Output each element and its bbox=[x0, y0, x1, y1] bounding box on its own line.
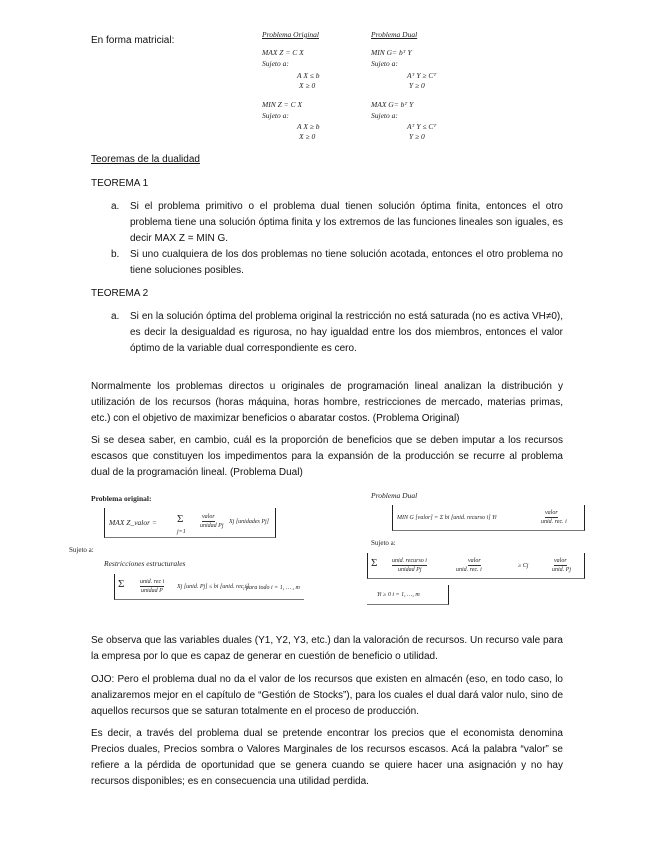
dual-subject-to: Sujeto a: bbox=[371, 539, 396, 547]
dual-constraint-2: Aᵀ Y ≤ Cᵀ bbox=[407, 122, 437, 131]
original-constraint-2: A X ≥ b bbox=[297, 122, 320, 131]
theorem-1-item-a: Si el problema primitivo o el problema dual tienen solución óptima finita, entonces el otro problema tiene una solución óptima finita y los extremos de las funciones lineales son iguales, es decir MAX Z = MIN G. bbox=[130, 201, 563, 244]
formula-original-objective bbox=[104, 508, 276, 538]
paragraph-ojo: OJO: Pero el problema dual no da el valor de los recursos que existen en almacén (eso, en todo caso, lo analizaremos mejor en el capítulo de “Gestión de Stocks”), para los cuales el dual dará valor nulo, sino de aquellos recursos que se saturan totalmente en el proceso de producción. bbox=[91, 674, 563, 717]
formula-dual-nonneg bbox=[367, 585, 449, 605]
dual-objective-2: MAX G= bᵀ Y bbox=[371, 100, 414, 109]
dual-subject-1: Sujeto a: bbox=[371, 59, 398, 68]
dual-subject-2: Sujeto a: bbox=[371, 111, 398, 120]
sum-symbol: Σ bbox=[177, 513, 184, 525]
variable-units: Xj [unidades Pj] bbox=[229, 519, 269, 525]
fraction-denominator: unidad P bbox=[141, 588, 163, 594]
ge-cj: ≥ Cj bbox=[518, 563, 529, 569]
original-nonneg-2: X ≥ 0 bbox=[299, 132, 316, 141]
original-subject-1: Sujeto a: bbox=[262, 59, 289, 68]
dual-objective-1: MIN G= bᵀ Y bbox=[371, 48, 412, 57]
fraction-denominator: unid. rec. i bbox=[541, 519, 567, 525]
formula-dual-objective bbox=[392, 505, 585, 531]
matrix-form-label: En forma matricial: bbox=[91, 35, 175, 46]
original-subject-2: Sujeto a: bbox=[262, 111, 289, 120]
fraction-denominator: unid. Pj bbox=[552, 567, 571, 573]
original-objective-2: MIN Z = C X bbox=[262, 100, 303, 109]
fraction-numerator: valor bbox=[545, 510, 558, 516]
theorem-2-item-a: Si en la solución óptima del problema original la restricción no está saturada (no es activa VH≠0), es decir la desigualdad es rigurosa, no hay igualdad entre los dos miembros, entonces el valor óptimo de la variable dual correspondiente es cero. bbox=[130, 311, 563, 354]
dual-constraint-1: Aᵀ Y ≥ Cᵀ bbox=[407, 71, 437, 80]
fraction-denominator: unidad Pj bbox=[398, 567, 422, 573]
fraction-numerator: unid. rec i bbox=[140, 579, 165, 585]
dual-problem-header: Problema Dual bbox=[371, 30, 418, 39]
fraction-numerator: valor bbox=[468, 558, 481, 564]
list-marker: a. bbox=[111, 311, 120, 322]
sum-symbol: Σ bbox=[118, 578, 125, 590]
list-marker: a. bbox=[111, 201, 120, 212]
paragraph-original-problem: Normalmente los problemas directos u originales de programación lineal analizan la distribución y utilización de los recursos (horas máquina, horas hombre, restricciones de mercado, materias primas, etc.) con el objetivo de maximizar beneficios o abaratar costos. (Problema Original) bbox=[91, 381, 563, 424]
formula-original-title: Problema original: bbox=[91, 494, 152, 503]
list-marker: b. bbox=[111, 249, 120, 260]
paragraph-shadow-prices: Es decir, a través del problema dual se pretende encontrar los precios que el economista denomina Precios duales, Precios sombra o Valores Marginales de los recursos escasos. Acá la palabra “valor” se refiere a la pérdida de oportunidad que se genera cuando se quiere hacer una asignación y no hay recursos disponibles; es en consecuencia una utilidad perdida. bbox=[91, 728, 563, 787]
fraction-numerator: valor bbox=[202, 514, 215, 520]
theorems-heading: Teoremas de la dualidad bbox=[91, 154, 200, 165]
fraction-denominator: unid. rec. i bbox=[456, 567, 482, 573]
original-objective-1: MAX Z = C X bbox=[262, 48, 304, 57]
objective-prefix: MAX Z_valor = bbox=[109, 518, 157, 527]
dual-objective-body: MIN G [valor] = Σ bi [unid. recurso i] Yi bbox=[397, 515, 497, 521]
theorem-1-title: TEOREMA 1 bbox=[91, 178, 149, 189]
for-all-i: , para todo i = 1, … , m bbox=[243, 585, 300, 591]
sum-symbol: Σ bbox=[371, 557, 378, 569]
original-nonneg-1: X ≥ 0 bbox=[299, 81, 316, 90]
fraction-numerator: unid. recurso i bbox=[392, 558, 427, 564]
formula-subject-to: Sujeto a: bbox=[69, 546, 94, 554]
formula-dual-constraint bbox=[367, 553, 585, 579]
theorem-2-title: TEOREMA 2 bbox=[91, 288, 149, 299]
sum-limit: j=1 bbox=[177, 529, 186, 535]
original-constraint-1: A X ≤ b bbox=[297, 71, 320, 80]
paragraph-dual-problem: Si se desea saber, en cambio, cuál es la proporción de beneficios que se deben imputar a los recursos escasos que constituyen los impedimentos para la expansión de la producción se recurre al problema dual de la programación lineal. (Problema Dual) bbox=[91, 435, 563, 478]
theorem-1-item-b: Si uno cualquiera de los dos problemas no tiene solución acotada, entonces el otro problema no tiene soluciones posibles. bbox=[130, 249, 563, 276]
dual-nonneg-body: Yi ≥ 0 i = 1, …, m bbox=[377, 592, 420, 598]
original-problem-header: Problema Original bbox=[262, 30, 320, 39]
dual-nonneg-2: Y ≥ 0 bbox=[409, 132, 425, 141]
paragraph-dual-variables: Se observa que las variables duales (Y1, Y2, Y3, etc.) dan la valoración de recursos. Un recurso vale para la empresa por lo que es capaz de generar en cuestión de beneficio o utilidad. bbox=[91, 635, 563, 662]
formula-dual-title: Problema Dual bbox=[371, 491, 418, 500]
fraction-denominator: unidad Pj bbox=[200, 523, 224, 529]
fraction-numerator: valor bbox=[554, 558, 567, 564]
structural-constraints-label: Restricciones estructurales bbox=[104, 559, 186, 568]
constraint-body: Xj [unid. Pj] ≤ bi [unid. rec.i] bbox=[177, 584, 249, 590]
dual-nonneg-1: Y ≥ 0 bbox=[409, 81, 425, 90]
